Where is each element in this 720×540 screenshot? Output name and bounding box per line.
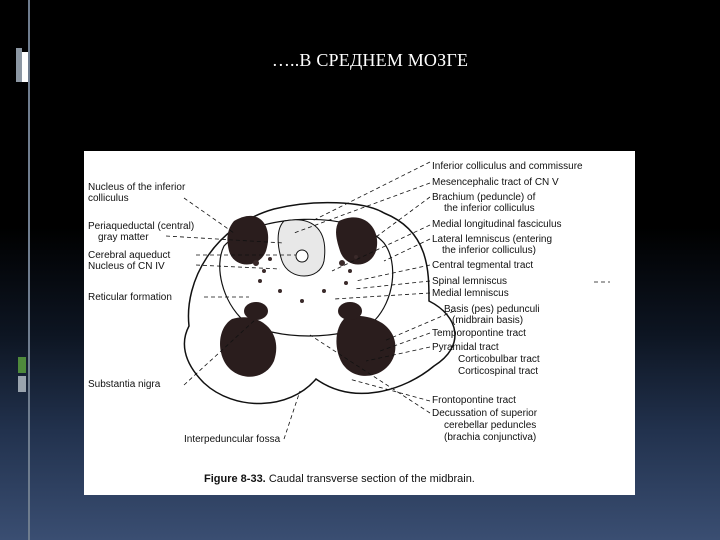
label-substantia-nigra: Substantia nigra: [88, 379, 161, 390]
label-corticospinal: Corticospinal tract: [458, 366, 539, 377]
label-brachium-2: the inferior colliculus: [444, 203, 535, 214]
accent-square-silver: [18, 376, 26, 392]
label-colliculus: colliculus: [88, 193, 129, 204]
label-mlf: Medial longitudinal fasciculus: [432, 219, 562, 230]
label-gray-matter: gray matter: [98, 232, 149, 243]
label-mesencephalic-tract: Mesencephalic tract of CN V: [432, 177, 559, 188]
label-temporopontine: Temporopontine tract: [432, 328, 526, 339]
label-inferior-colliculus-commissure: Inferior colliculus and commissure: [432, 161, 583, 172]
label-spinal-lemniscus: Spinal lemniscus: [432, 276, 508, 287]
label-nucleus-inferior-colliculus: Nucleus of the inferior: [88, 182, 186, 193]
periaqueductal-gray: [278, 220, 325, 276]
label-central-tegmental: Central tegmental tract: [432, 260, 534, 271]
substantia-nigra-left: [244, 302, 268, 320]
label-lateral-lemniscus: Lateral lemniscus (entering: [432, 234, 553, 245]
label-brachium: Brachium (peduncle) of: [432, 192, 536, 203]
accent-square-green: [18, 357, 26, 373]
figure-caption: [204, 473, 475, 485]
label-midbrain-basis: (midbrain basis): [452, 315, 524, 326]
midbrain-figure: [84, 151, 635, 495]
label-decussation: Decussation of superior: [432, 408, 538, 419]
label-corticobulbar: Corticobulbar tract: [458, 354, 540, 365]
label-medial-lemniscus: Medial lemniscus: [432, 288, 509, 299]
cerebral-aqueduct: [296, 250, 308, 262]
basis-pedunculi-right: [336, 316, 395, 376]
label-lateral-lemniscus-2: the inferior colliculus): [442, 245, 536, 256]
midbrain-diagram: [84, 151, 635, 495]
caption-number: Figure 8-33.: [204, 473, 266, 485]
label-interpeduncular-fossa: Interpeduncular fossa: [184, 434, 281, 445]
label-cerebellar-peduncles: cerebellar peduncles: [444, 420, 537, 431]
caption-text: Caudal transverse section of the midbrain.: [268, 473, 475, 485]
slide-title: …..В СРЕДНЕМ МОЗГЕ: [271, 50, 469, 70]
label-nucleus-cn-iv: Nucleus of CN IV: [88, 261, 165, 272]
label-basis-pedunculi: Basis (pes) pedunculi: [444, 304, 540, 315]
label-brachia-conjunctiva: (brachia conjunctiva): [444, 432, 537, 443]
label-periaqueductal: Periaqueductal (central): [88, 221, 195, 232]
inferior-colliculus-left: [227, 216, 268, 265]
label-cerebral-aqueduct: Cerebral aqueduct: [88, 250, 171, 261]
accent-vertical-line: [28, 0, 30, 540]
accent-square-white: [22, 52, 28, 82]
substantia-nigra-right: [338, 302, 362, 320]
label-reticular-formation: Reticular formation: [88, 292, 172, 303]
label-pyramidal: Pyramidal tract: [432, 342, 499, 353]
label-frontopontine: Frontopontine tract: [432, 395, 516, 406]
